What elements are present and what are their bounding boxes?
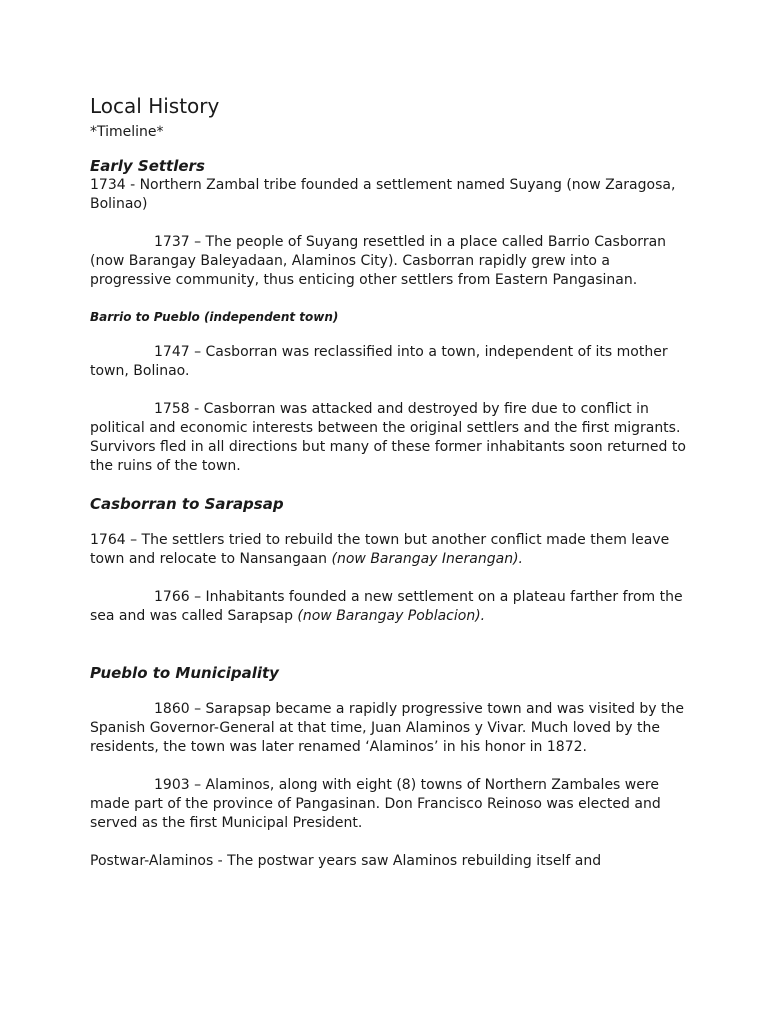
paragraph-1764-note: (now Barangay Inerangan). <box>331 551 523 567</box>
section-heading-pueblo-to-municipality: Pueblo to Municipality <box>90 664 279 682</box>
paragraph-1764 <box>90 531 690 569</box>
page-subtitle: *Timeline* <box>90 124 164 140</box>
paragraph-postwar: Postwar-Alaminos - The postwar years saw Alaminos rebuilding itself and <box>90 853 602 869</box>
paragraph-1737: 1737 – The people of Suyang resettled in a place called Barrio Casborran (now Barangay Baleyadaan, Alaminos City). Casborran rapidly grew into a progressive community, thus enticing other settlers from Eastern Pangasinan. <box>90 234 667 288</box>
paragraph-1758: 1758 - Casborran was attacked and destroyed by fire due to conflict in political and economic interests between the original settlers and the first migrants. Survivors fled in all directions but many of these former inhabitants soon returned to the ruins of the town. <box>90 401 686 474</box>
section-heading-barrio-to-pueblo: Barrio to Pueblo (independent town) <box>90 310 339 324</box>
paragraph-1766-note: (now Barangay Poblacion). <box>297 608 486 624</box>
page-title: Local History <box>90 94 220 118</box>
paragraph-1764-text: 1764 – The settlers tried to rebuild the town but another conflict made them leave town and relocate to Nansangaan <box>90 532 670 567</box>
paragraph-1734: 1734 - Northern Zambal tribe founded a settlement named Suyang (now Zaragosa, Bolinao) <box>90 177 676 212</box>
paragraph-1860: 1860 – Sarapsap became a rapidly progressive town and was visited by the Spanish Governor-General at that time, Juan Alaminos y Vivar. Much loved by the residents, the town was later renamed ‘Alaminos’ in his honor in 1872. <box>90 701 685 755</box>
paragraph-1766 <box>90 588 690 626</box>
section-heading-casborran-to-sarapsap: Casborran to Sarapsap <box>90 495 284 513</box>
document-content <box>90 92 690 871</box>
paragraph-1903: 1903 – Alaminos, along with eight (8) towns of Northern Zambales were made part of the province of Pangasinan. Don Francisco Reinoso was elected and served as the first Municipal President. <box>90 777 661 831</box>
paragraph-1747: 1747 – Casborran was reclassified into a town, independent of its mother town, Bolinao. <box>90 344 668 379</box>
paragraph-1766-text: 1766 – Inhabitants founded a new settlement on a plateau farther from the sea and was called Sarapsap <box>90 589 683 624</box>
section-heading-early-settlers: Early Settlers <box>90 157 205 175</box>
